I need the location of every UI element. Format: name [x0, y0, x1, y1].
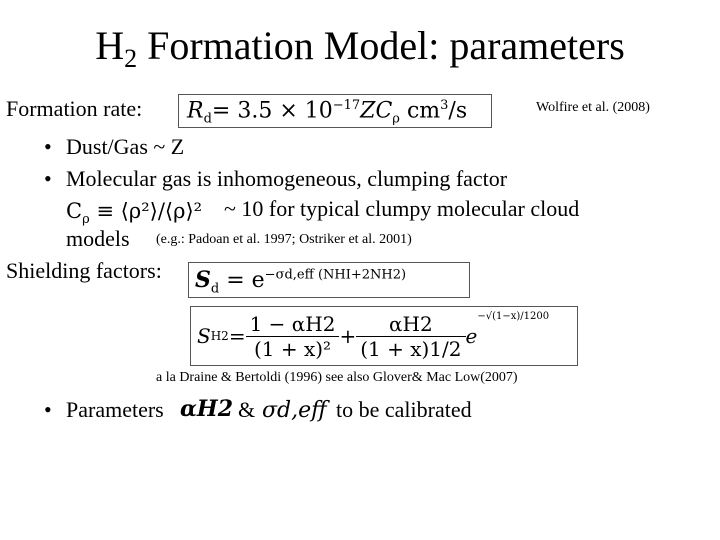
sigma-parameter: σd,eff [262, 398, 327, 423]
parameters-ampersand: & [238, 397, 256, 422]
models-text: models [66, 226, 130, 251]
models-reference: (e.g.: Padoan et al. 1997; Ostriker et al. 2001) [156, 232, 412, 247]
parameters-label: Parameters [66, 397, 164, 422]
clump-factor-text: ~ 10 for typical clumpy molecular cloud [224, 196, 580, 221]
parameters-tail: to be calibrated [336, 397, 472, 422]
shielding-label: Shielding factors: [6, 258, 162, 283]
bullet-molecular: Molecular gas is inhomogeneous, clumping factor [66, 166, 508, 191]
bullet-icon: • [44, 134, 52, 159]
clump-definition: $C_\rho$ ≡ ⟨ρ²⟩/⟨ρ⟩² [66, 199, 203, 228]
bullet-dust-gas: Dust/Gas ~ Z [66, 134, 185, 159]
bullet-icon: • [44, 397, 52, 422]
alpha-parameter: αH2 [180, 396, 234, 422]
formation-rate-citation: Wolfire et al. (2008) [536, 100, 650, 115]
shielding-citation: a la Draine & Bertoldi (1996) see also Glover& Mac Low(2007) [156, 370, 518, 385]
formation-rate-equation: $R_d= 3.5 \times 10^{-17}ZC_\rho$ $cm^3/s$ [178, 94, 492, 128]
shielding-dust-equation: $S_d = e^{-\sigma d,eff (NHI+2NH2)}$ [188, 262, 470, 298]
bullet-icon: • [44, 166, 52, 191]
shielding-h2-equation: S H2 = $\frac{1 - \alpha H2}{\text{(1 + x)²}}$ + $\frac{\alpha H2}{(1 + x)1/2}$ e −√(1−x)/1200 [190, 306, 578, 366]
page-title: $H_2$ Formation Model: parameters [95, 23, 625, 73]
formation-rate-label: Formation rate: [6, 96, 143, 121]
